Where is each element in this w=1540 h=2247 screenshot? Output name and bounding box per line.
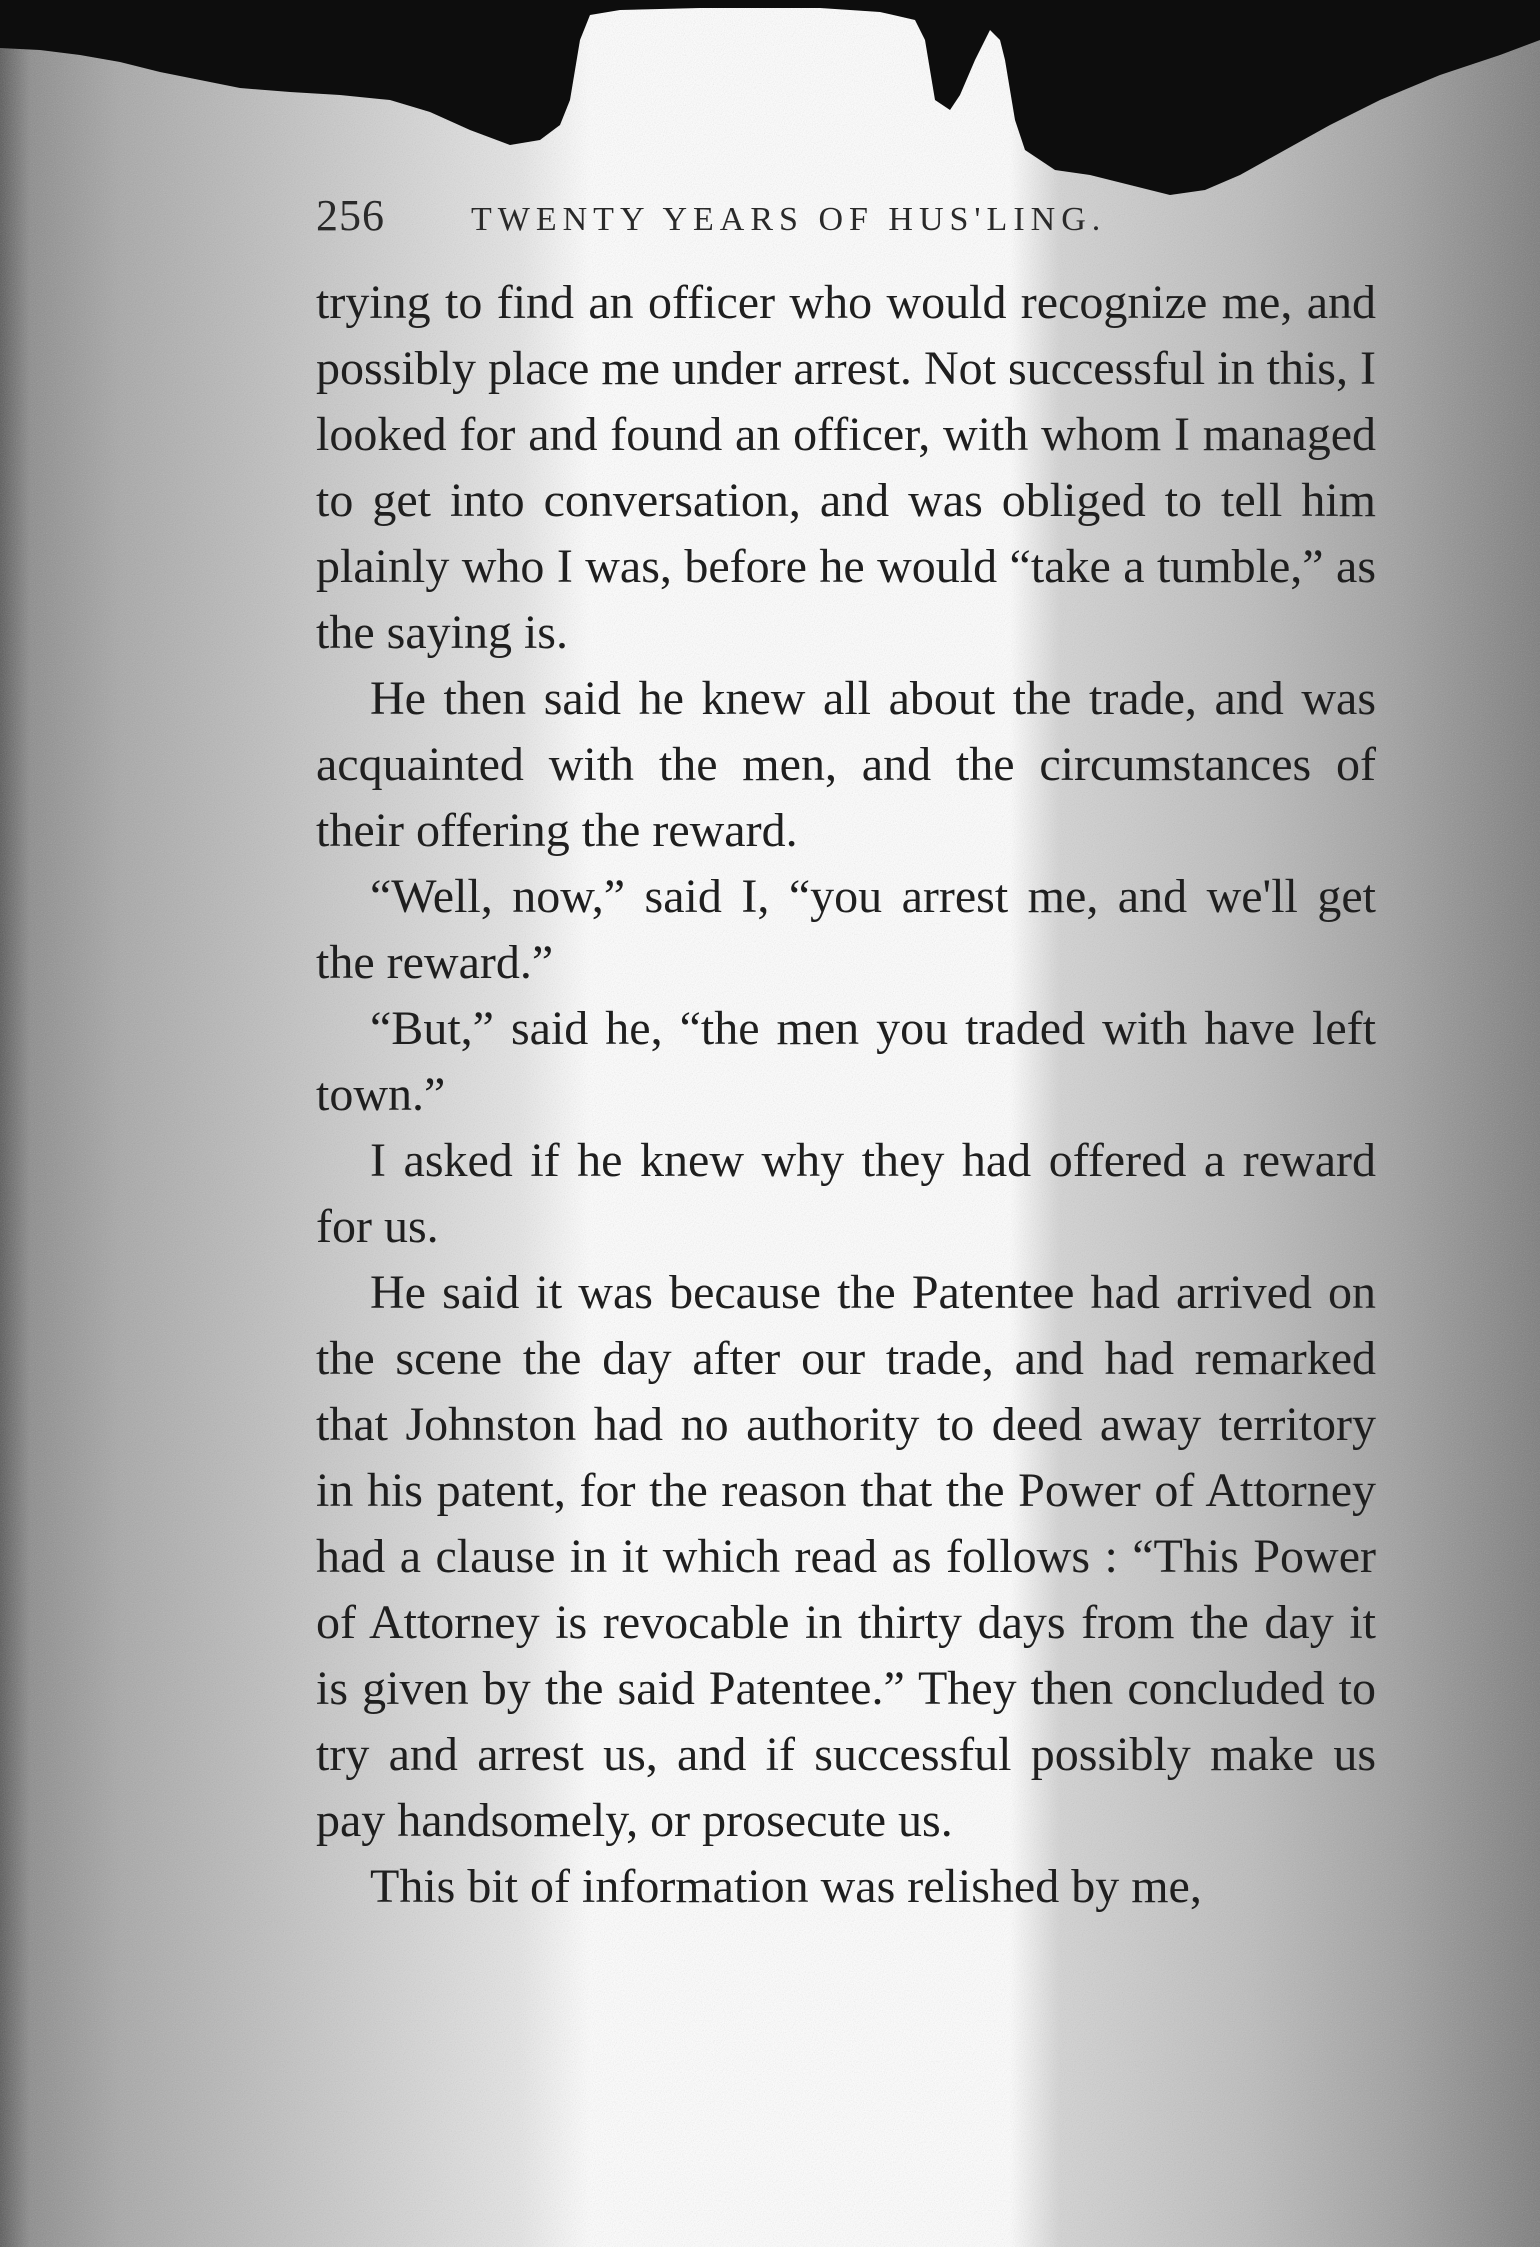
running-head bbox=[316, 190, 1376, 270]
paragraph: He then said he knew all about the trade, and was acquainted with the men, and the circumstances of their offering the reward. bbox=[316, 672, 1376, 857]
paragraph: This bit of information was relished by me, bbox=[370, 1860, 1202, 1913]
page-text-block bbox=[316, 190, 1376, 1920]
paragraph: He said it was because the Patentee had arrived on the scene the day after our trade, and had remarked that Johnston had no authority to deed away territory in his patent, for the reason that the Power of Attorney had a clause in it which read as follows : “This Power of Attorney is revocable in thirty days from the day it is given by the said Patentee.” They then concluded to try and arrest us, and if successful possibly make us pay handsomely, or prosecute us. bbox=[316, 1266, 1376, 1847]
paragraph: “Well, now,” said I, “you arrest me, and we'll get the reward.” bbox=[316, 870, 1376, 989]
paragraph: trying to find an officer who would recognize me, and possibly place me under arrest. Not successful in this, I looked for and found an officer, with whom I managed to get into conversation, and was obliged to tell him plainly who I was, before he would “take a tumble,” as the saying is. bbox=[316, 276, 1376, 659]
running-head-title: TWENTY YEARS OF HUS'LING. bbox=[471, 201, 1107, 238]
paragraph: I asked if he knew why they had offered a reward for us. bbox=[316, 1134, 1376, 1253]
paragraph: “But,” said he, “the men you traded with have left town.” bbox=[316, 1002, 1376, 1121]
page-number: 256 bbox=[316, 191, 385, 240]
